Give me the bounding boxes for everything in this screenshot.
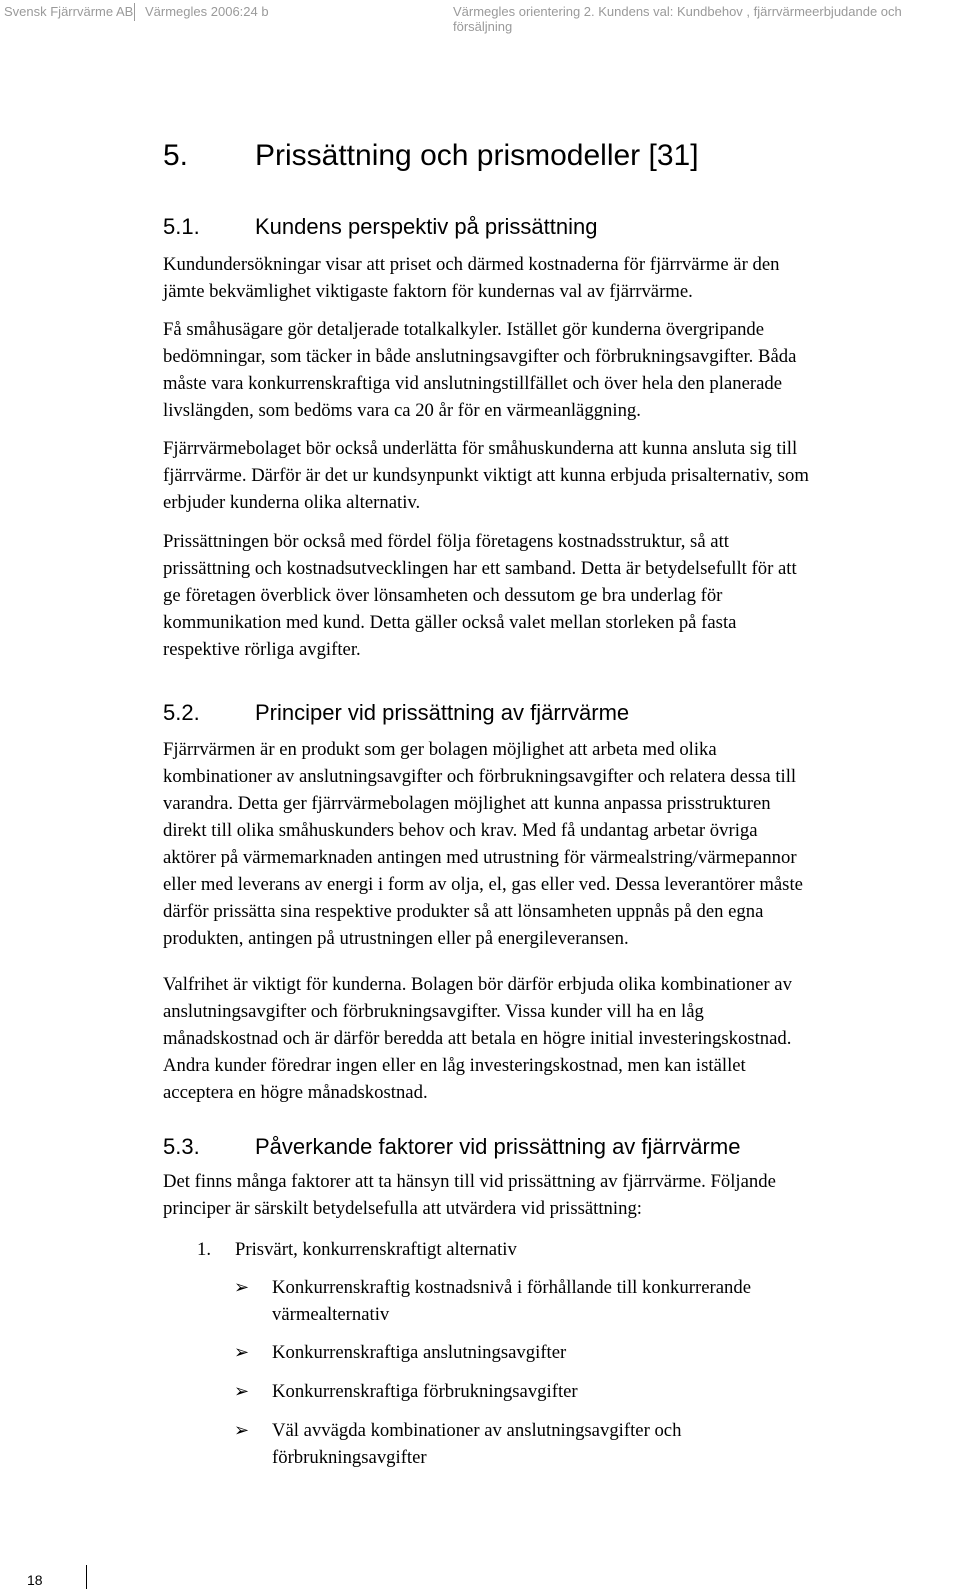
header-report-id: Värmegles 2006:24 b (145, 4, 269, 19)
text-line: ge företagen överblick över lönsamheten och dessutom ge bra underlag för (163, 585, 723, 606)
bullet-item (272, 1274, 751, 1328)
section-title: Kundens perspektiv på prissättning (255, 214, 598, 239)
paragraph-5-1-1 (163, 251, 960, 305)
text-line: Andra kunder föredrar ingen eller en låg investeringskostnad, men kan istället (163, 1055, 746, 1076)
text-line: Väl avvägda kombinationer av anslutningsavgifter och (272, 1420, 682, 1441)
bullet-item (272, 1417, 681, 1471)
section-number: 5.3. (163, 1134, 200, 1159)
section-number: 5.1. (163, 214, 200, 239)
list-number: 1. (197, 1239, 212, 1260)
paragraph-5-1-3 (163, 435, 960, 516)
text-line: varandra. Detta ger fjärrvärmebolagen möjlighet att kunna anpassa prisstrukturen (163, 793, 771, 814)
text-line: Det finns många faktorer att ta hänsyn till vid prissättning av fjärrvärme. Följande (163, 1171, 776, 1192)
list-item-text: Prisvärt, konkurrenskraftigt alternativ (235, 1239, 517, 1260)
chapter-number: 5. (163, 139, 189, 172)
text-line: Konkurrenskraftig kostnadsnivå i förhållande till konkurrerande (272, 1277, 751, 1298)
header-divider (134, 3, 135, 21)
text-line: acceptera en högre månadskostnad. (163, 1082, 428, 1103)
section-number: 5.2. (163, 700, 200, 725)
header-organization: Svensk Fjärrvärme AB (4, 4, 134, 19)
running-header (0, 4, 960, 34)
text-line: erbjuder kunderna olika alternativ. (163, 492, 421, 513)
footer-divider (86, 1565, 87, 1589)
text-line: Konkurrenskraftiga förbrukningsavgifter (272, 1381, 578, 1402)
section-heading-5-3 (163, 1134, 740, 1160)
text-line: Fjärrvärmen är en produkt som ger bolagen möjlighet att arbeta med olika (163, 739, 717, 760)
text-line: förbrukningsavgifter (272, 1447, 427, 1468)
text-line: kombinationer av anslutningsavgifter och förbrukningsavgifter och relatera dessa till (163, 766, 797, 787)
paragraph-5-2-2 (163, 971, 960, 1106)
bullet-item (272, 1339, 566, 1366)
text-line: Kundundersökningar visar att priset och därmed kostnaderna för fjärrvärme är den (163, 254, 780, 275)
text-line: Fjärrvärmebolaget bör också underlätta för småhuskunderna att kunna ansluta sig till (163, 438, 798, 459)
header-document-title: Värmegles orientering 2. Kundens val: Kundbehov , fjärrvärmeerbjudande och försäljning (453, 4, 902, 34)
section-title: Påverkande faktorer vid prissättning av fjärrvärme (255, 1134, 741, 1159)
arrow-bullet-icon: ➢ (234, 1420, 250, 1441)
text-line: principer är särskilt betydelsefulla att utvärdera vid prissättning: (163, 1198, 642, 1219)
text-line: Prissättningen bör också med fördel följa företagens kostnadsstruktur, så att (163, 531, 729, 552)
paragraph-5-3-1 (163, 1168, 960, 1222)
text-line: jämte bekvämlighet viktigaste faktorn för kundernas val av fjärrvärme. (163, 281, 693, 302)
text-line: Få småhusägare gör detaljerade totalkalkyler. Istället gör kunderna övergripande (163, 319, 765, 340)
text-line: produkten, antingen på utrustningen eller på energileveransen. (163, 928, 629, 949)
text-line: månadskostnad och är därför beredda att betala en högre initial investeringskostnad. (163, 1028, 792, 1049)
text-line: Valfrihet är viktigt för kunderna. Bolagen bör därför erbjuda olika kombinationer av (163, 974, 792, 995)
text-line: måste vara konkurrenskraftiga vid anslutningstillfället och över hela den planerade (163, 373, 783, 394)
text-line: Konkurrenskraftiga anslutningsavgifter (272, 1342, 567, 1363)
section-heading-5-2 (163, 700, 629, 726)
text-line: värmealternativ (272, 1304, 390, 1325)
text-line: prissättning och kostnadsutvecklingen har ett samband. Detta är betydelsefullt för att (163, 558, 797, 579)
section-title: Principer vid prissättning av fjärrvärme (255, 700, 630, 725)
text-line: aktörer på värmemarknaden antingen med utrustning för värmealstring/värmepannor (163, 847, 797, 868)
text-line: fjärrvärme. Därför är det ur kundsynpunkt viktigt att kunna erbjuda prisalternativ, som (163, 465, 809, 486)
paragraph-5-1-2 (163, 316, 960, 424)
page-number: 18 (27, 1572, 43, 1588)
text-line: därför prissätta sina respektive produkter så att lönsamheten uppnås på den egna (163, 901, 764, 922)
chapter-heading (163, 139, 699, 173)
paragraph-5-1-4 (163, 528, 960, 663)
paragraph-5-2-1 (163, 736, 960, 952)
arrow-bullet-icon: ➢ (234, 1277, 250, 1298)
bullet-item (272, 1378, 578, 1405)
text-line: livslängden, som bedöms vara ca 20 år för en värmeanläggning. (163, 400, 641, 421)
text-line: eller med leverans av energi i form av olja, el, gas eller ved. Dessa leverantörer måste (163, 874, 803, 895)
text-line: direkt till olika småhuskunders behov och krav. Med få undantag arbetar övriga (163, 820, 758, 841)
chapter-title: Prissättning och prismodeller [31] (255, 139, 699, 172)
text-line: anslutningsavgifter och förbrukningsavgifter. Vissa kunder vill ha en låg (163, 1001, 704, 1022)
arrow-bullet-icon: ➢ (234, 1381, 250, 1402)
text-line: bedömningar, som täcker in både anslutningsavgifter och förbrukningsavgifter. Båda (163, 346, 797, 367)
arrow-bullet-icon: ➢ (234, 1342, 250, 1363)
text-line: kommunikation med kund. Detta gäller också valet mellan storleken på fasta (163, 612, 737, 633)
section-heading-5-1 (163, 214, 597, 240)
text-line: respektive rörliga avgifter. (163, 639, 361, 660)
